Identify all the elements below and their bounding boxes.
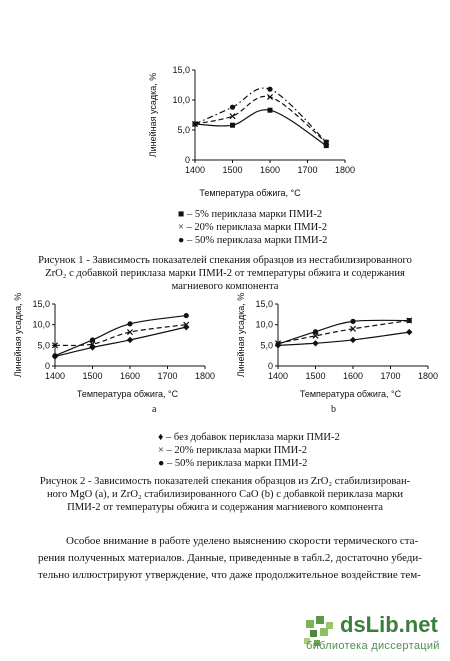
- figure1-chart: [148, 60, 356, 190]
- caption-line: Рисунок 1 - Зависимость показателей спекания образцов из нестабилизированного: [38, 255, 412, 266]
- watermark-subtitle: библиотека диссертаций: [306, 640, 440, 652]
- y-tick-label: 5,0: [260, 340, 273, 351]
- x-tick-label: 1600: [259, 165, 281, 175]
- x-tick-label: 1700: [157, 371, 178, 381]
- body-line: тельно иллюстрируют утверждение, что даже продолжительное воздействие тем-: [38, 569, 421, 581]
- legend-text: – 20% периклаза марки ПМИ-2: [186, 222, 327, 233]
- data-point-diamond: [127, 337, 133, 343]
- data-point-diamond: [312, 340, 318, 346]
- y-axis-label: Линейная усадка, %: [236, 292, 246, 378]
- x-tick-label: 1500: [305, 371, 326, 381]
- y-tick-label: 0: [267, 361, 273, 371]
- legend-text: – 50% периклаза марки ПМИ-2: [186, 235, 328, 246]
- data-point-circle: [230, 105, 235, 110]
- figure1-caption: [20, 254, 430, 293]
- legend-item: [178, 221, 327, 234]
- figure1-xlabel: Температура обжига, °С: [199, 188, 301, 198]
- data-point-diamond: [406, 329, 412, 335]
- legend-text: – 50% периклаза марки ПМИ-2: [166, 458, 308, 469]
- caption-line: магниевого компонента: [171, 281, 279, 292]
- figure2a-xlabel: Температура обжига, °С: [76, 389, 179, 399]
- figure2b-xlabel: Температура обжига, °С: [299, 389, 402, 399]
- data-point-circle: [184, 313, 189, 318]
- cross-marker-icon: ×: [158, 445, 164, 456]
- caption-line: ного MgO (a), и ZrO₂ стабилизированного CaO (b) с добавкой периклаза марки: [46, 489, 404, 500]
- caption-line: Рисунок 2 - Зависимость показателей спекания образцов из ZrO₂ стабилизирован-: [39, 476, 411, 487]
- y-tick-label: 15,0: [32, 299, 50, 309]
- x-tick-label: 1500: [82, 371, 103, 381]
- x-tick-label: 1800: [334, 165, 356, 175]
- data-point-circle: [90, 337, 95, 342]
- x-tick-label: 1800: [194, 371, 216, 381]
- y-tick-label: 0: [184, 155, 190, 165]
- data-point-circle: [313, 329, 318, 334]
- y-axis-label: Линейная усадка, %: [148, 72, 158, 158]
- series-line: [278, 332, 409, 345]
- legend-text: – 5% периклаза марки ПМИ-2: [186, 209, 323, 220]
- data-point-square: [268, 108, 273, 113]
- series-line: [195, 110, 326, 146]
- legend-item: [158, 444, 340, 457]
- y-tick-label: 15,0: [255, 299, 273, 309]
- watermark-logo-icon: [300, 614, 342, 661]
- cross-marker-icon: ×: [178, 222, 184, 233]
- y-axis-label: Линейная усадка, %: [13, 292, 23, 378]
- data-point-circle: [267, 87, 272, 92]
- legend-item: [178, 208, 327, 221]
- data-point-square: [230, 123, 235, 128]
- watermark-title: dsLib.net: [340, 612, 438, 637]
- data-point-diamond: [350, 337, 356, 343]
- circle-marker-icon: ●: [178, 235, 185, 246]
- series-line: [55, 316, 186, 356]
- legend-item: [158, 431, 340, 444]
- diamond-marker-icon: ♦: [158, 432, 164, 443]
- figure2a-chart: [13, 292, 220, 393]
- legend-item: [158, 457, 340, 470]
- series-line: [55, 327, 186, 356]
- panel-b-label: b: [331, 404, 336, 415]
- circle-marker-icon: ●: [158, 458, 165, 469]
- series-line: [195, 88, 326, 142]
- x-tick-label: 1800: [417, 371, 439, 381]
- caption-line: ZrO₂ с добавкой периклаза марки ПМИ-2 от температуры обжига и содержания: [45, 268, 405, 279]
- x-tick-label: 1400: [184, 165, 206, 175]
- body-line: Особое внимание в работе уделено выяснению скорости термического ста-: [66, 535, 419, 547]
- x-tick-label: 1700: [380, 371, 401, 381]
- y-tick-label: 5,0: [177, 125, 190, 135]
- body-paragraph: [38, 533, 428, 584]
- x-tick-label: 1600: [342, 371, 364, 381]
- y-tick-label: 10,0: [172, 95, 190, 105]
- x-tick-label: 1600: [119, 371, 141, 381]
- data-point-circle: [275, 341, 280, 346]
- data-point-circle: [192, 121, 197, 126]
- x-tick-label: 1500: [222, 165, 243, 175]
- y-tick-label: 10,0: [32, 319, 50, 330]
- y-tick-label: 15,0: [172, 65, 190, 75]
- y-tick-label: 10,0: [255, 319, 273, 330]
- square-marker-icon: ■: [178, 209, 185, 220]
- data-point-diamond: [89, 344, 95, 350]
- data-point-circle: [350, 319, 355, 324]
- series-line: [278, 321, 409, 344]
- x-tick-label: 1400: [267, 371, 289, 381]
- x-tick-label: 1400: [44, 371, 66, 381]
- data-point-circle: [52, 353, 57, 358]
- legend-text: – без добавок периклаза марки ПМИ-2: [165, 432, 340, 443]
- data-point-circle: [324, 139, 329, 144]
- body-line: рения полученных материалов. Данные, приведенные в табл.2, достаточно убеди-: [38, 552, 422, 564]
- y-tick-label: 5,0: [37, 340, 50, 351]
- data-point-circle: [407, 318, 412, 323]
- legend-item: [178, 234, 327, 247]
- legend-text: – 20% периклаза марки ПМИ-2: [166, 445, 307, 456]
- data-point-circle: [127, 321, 132, 326]
- x-tick-label: 1700: [297, 165, 318, 175]
- caption-line: ПМИ-2 от температуры обжига и содержания магниевого компонента: [67, 502, 383, 513]
- panel-a-label: а: [152, 404, 157, 415]
- figure2-legend: [158, 431, 340, 470]
- figure2-caption: [18, 475, 432, 514]
- series-line: [195, 96, 326, 142]
- figure1-legend: [178, 208, 327, 247]
- y-tick-label: 0: [44, 361, 50, 371]
- figure2b-chart: [236, 292, 443, 393]
